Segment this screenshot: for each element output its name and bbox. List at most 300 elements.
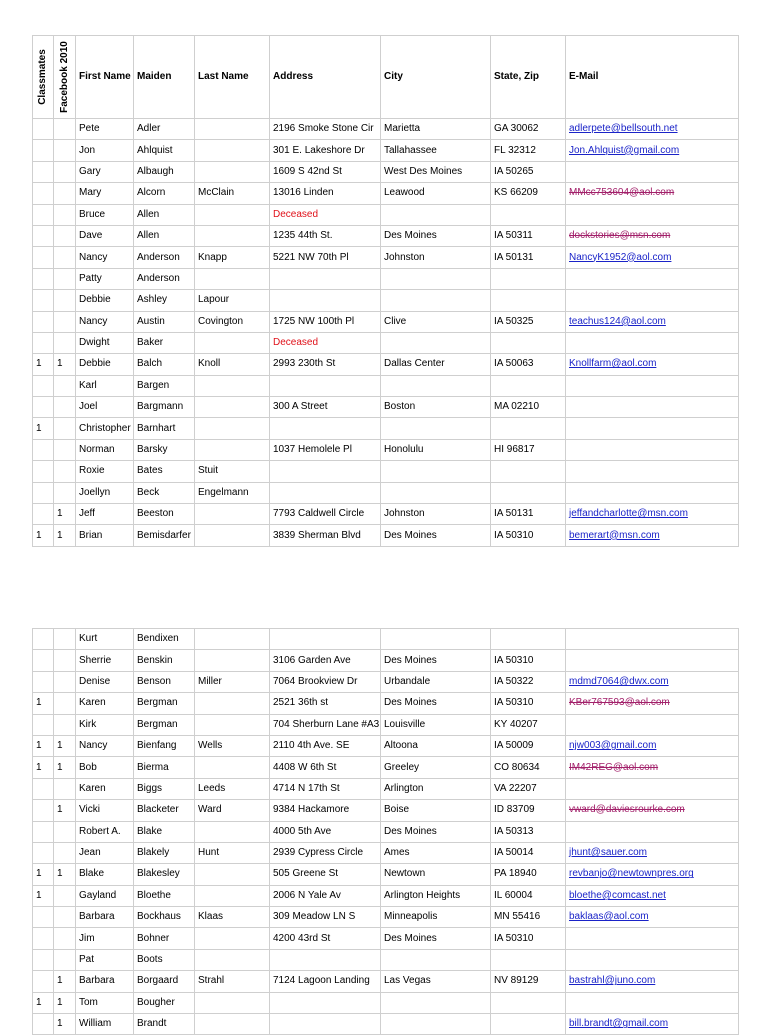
facebook-cell bbox=[54, 907, 76, 928]
state-zip-cell: IA 50311 bbox=[491, 225, 566, 246]
classmates-cell: 1 bbox=[33, 354, 54, 375]
email-cell bbox=[566, 907, 739, 928]
facebook-cell: 1 bbox=[54, 735, 76, 756]
maiden-name-cell: Blake bbox=[134, 821, 195, 842]
maiden-name-cell: Bergman bbox=[134, 693, 195, 714]
facebook-cell bbox=[54, 671, 76, 692]
first-name-cell: William bbox=[76, 1014, 134, 1035]
email-link[interactable]: njw003@gmail.com bbox=[569, 740, 657, 752]
email-link[interactable]: bastrahl@juno.com bbox=[569, 975, 656, 987]
email-cell bbox=[566, 225, 739, 246]
facebook-cell bbox=[54, 842, 76, 863]
facebook-cell bbox=[54, 290, 76, 311]
address-cell: 2939 Cypress Circle bbox=[270, 842, 381, 863]
classmates-cell: 1 bbox=[33, 757, 54, 778]
facebook-cell bbox=[54, 225, 76, 246]
state-zip-cell bbox=[491, 992, 566, 1013]
email-link[interactable]: baklaas@aol.com bbox=[569, 911, 649, 923]
state-zip-cell: KS 66209 bbox=[491, 183, 566, 204]
classmates-cell bbox=[33, 971, 54, 992]
address-cell: 2521 36th st bbox=[270, 693, 381, 714]
state-zip-cell: FL 32312 bbox=[491, 140, 566, 161]
first-name-cell: Mary bbox=[76, 183, 134, 204]
table-row bbox=[33, 161, 739, 182]
city-cell bbox=[381, 332, 491, 353]
last-name-cell bbox=[195, 504, 270, 525]
state-zip-cell: GA 30062 bbox=[491, 119, 566, 140]
roster-table-page-1 bbox=[32, 35, 739, 547]
first-name-cell: Pete bbox=[76, 119, 134, 140]
first-name-cell: Karen bbox=[76, 693, 134, 714]
state-zip-cell bbox=[491, 418, 566, 439]
email-cell bbox=[566, 1014, 739, 1035]
facebook-cell bbox=[54, 311, 76, 332]
table-row bbox=[33, 418, 739, 439]
email-link[interactable]: Jon.Ahlquist@gmail.com bbox=[569, 144, 680, 156]
maiden-name-cell: Benskin bbox=[134, 650, 195, 671]
classmates-cell bbox=[33, 247, 54, 268]
classmates-cell bbox=[33, 204, 54, 225]
facebook-cell bbox=[54, 949, 76, 970]
maiden-name-cell: Bemisdarfer bbox=[134, 525, 195, 546]
classmates-cell bbox=[33, 461, 54, 482]
city-cell bbox=[381, 482, 491, 503]
facebook-cell bbox=[54, 183, 76, 204]
email-cell bbox=[566, 650, 739, 671]
last-name-cell bbox=[195, 525, 270, 546]
email-cell bbox=[566, 629, 739, 650]
email-cell bbox=[566, 693, 739, 714]
classmates-cell bbox=[33, 119, 54, 140]
last-name-cell: McClain bbox=[195, 183, 270, 204]
state-zip-cell: IA 50313 bbox=[491, 821, 566, 842]
email-link[interactable]: jhunt@sauer.com bbox=[569, 847, 647, 859]
email-cell bbox=[566, 183, 739, 204]
table-row bbox=[33, 842, 739, 863]
address-cell: 4200 43rd St bbox=[270, 928, 381, 949]
table-row bbox=[33, 757, 739, 778]
first-name-cell: Jeff bbox=[76, 504, 134, 525]
classmates-cell: 1 bbox=[33, 525, 54, 546]
address-cell: 300 A Street bbox=[270, 397, 381, 418]
table-row bbox=[33, 693, 739, 714]
last-name-cell bbox=[195, 757, 270, 778]
facebook-cell bbox=[54, 332, 76, 353]
email-cell bbox=[566, 161, 739, 182]
maiden-name-cell: Blacketer bbox=[134, 800, 195, 821]
facebook-cell bbox=[54, 418, 76, 439]
facebook-cell bbox=[54, 885, 76, 906]
email-cell bbox=[566, 290, 739, 311]
city-cell: Des Moines bbox=[381, 650, 491, 671]
last-name-cell bbox=[195, 629, 270, 650]
facebook-cell bbox=[54, 397, 76, 418]
email-cell bbox=[566, 375, 739, 396]
last-name-cell bbox=[195, 885, 270, 906]
maiden-name-cell: Adler bbox=[134, 119, 195, 140]
first-name-cell: Karen bbox=[76, 778, 134, 799]
maiden-name-cell: Bockhaus bbox=[134, 907, 195, 928]
classmates-cell bbox=[33, 650, 54, 671]
first-name-cell: Nancy bbox=[76, 735, 134, 756]
classmates-cell bbox=[33, 504, 54, 525]
address-cell: 3839 Sherman Blvd bbox=[270, 525, 381, 546]
email-cell bbox=[566, 735, 739, 756]
facebook-cell bbox=[54, 482, 76, 503]
state-zip-cell: IA 50009 bbox=[491, 735, 566, 756]
table-row bbox=[33, 778, 739, 799]
city-cell: Des Moines bbox=[381, 693, 491, 714]
last-name-cell bbox=[195, 650, 270, 671]
maiden-name-cell: Bloethe bbox=[134, 885, 195, 906]
email-cell bbox=[566, 757, 739, 778]
city-cell bbox=[381, 629, 491, 650]
email-link[interactable]: MMcc753604@aol.com bbox=[569, 187, 675, 199]
city-cell: Clive bbox=[381, 311, 491, 332]
table-row bbox=[33, 821, 739, 842]
last-name-cell bbox=[195, 439, 270, 460]
maiden-name-cell: Beck bbox=[134, 482, 195, 503]
table-row bbox=[33, 525, 739, 546]
email-link[interactable]: mdmd7064@dwx.com bbox=[569, 675, 669, 687]
facebook-cell: 1 bbox=[54, 800, 76, 821]
state-zip-cell bbox=[491, 1014, 566, 1035]
classmates-cell bbox=[33, 928, 54, 949]
last-name-cell bbox=[195, 375, 270, 396]
last-name-cell bbox=[195, 161, 270, 182]
address-cell: Deceased bbox=[270, 204, 381, 225]
email-link[interactable]: Knollfarm@aol.com bbox=[569, 358, 657, 370]
city-cell bbox=[381, 461, 491, 482]
city-cell: Greeley bbox=[381, 757, 491, 778]
state-zip-cell: NV 89129 bbox=[491, 971, 566, 992]
city-cell: Des Moines bbox=[381, 225, 491, 246]
first-name-cell: Nancy bbox=[76, 247, 134, 268]
first-name-cell: Kirk bbox=[76, 714, 134, 735]
city-cell: Ames bbox=[381, 842, 491, 863]
last-name-cell bbox=[195, 928, 270, 949]
classmates-cell: 1 bbox=[33, 992, 54, 1013]
table-row bbox=[33, 183, 739, 204]
city-cell bbox=[381, 418, 491, 439]
last-name-cell: Klaas bbox=[195, 907, 270, 928]
first-name-cell: Bruce bbox=[76, 204, 134, 225]
maiden-name-cell: Benson bbox=[134, 671, 195, 692]
address-cell bbox=[270, 461, 381, 482]
email-link[interactable]: dockstories@msn.com bbox=[569, 230, 671, 242]
email-cell bbox=[566, 204, 739, 225]
email-cell bbox=[566, 864, 739, 885]
first-name-cell: Christopher bbox=[76, 418, 134, 439]
table-row bbox=[33, 864, 739, 885]
address-cell: 3106 Garden Ave bbox=[270, 650, 381, 671]
table-row bbox=[33, 225, 739, 246]
table-row bbox=[33, 375, 739, 396]
state-zip-cell bbox=[491, 332, 566, 353]
classmates-cell: 1 bbox=[33, 864, 54, 885]
address-cell: 1037 Hemolele Pl bbox=[270, 439, 381, 460]
state-zip-cell: IA 50131 bbox=[491, 504, 566, 525]
state-zip-cell bbox=[491, 204, 566, 225]
classmates-cell bbox=[33, 778, 54, 799]
classmates-cell bbox=[33, 821, 54, 842]
email-link[interactable]: adlerpete@bellsouth.net bbox=[569, 123, 678, 135]
last-name-cell: Strahl bbox=[195, 971, 270, 992]
facebook-cell bbox=[54, 461, 76, 482]
header-facebook-2010: Facebook 2010 bbox=[54, 36, 76, 119]
first-name-cell: Roxie bbox=[76, 461, 134, 482]
facebook-cell bbox=[54, 928, 76, 949]
email-cell bbox=[566, 119, 739, 140]
city-cell: Las Vegas bbox=[381, 971, 491, 992]
address-cell: 13016 Linden bbox=[270, 183, 381, 204]
table-row bbox=[33, 735, 739, 756]
maiden-name-cell: Blakely bbox=[134, 842, 195, 863]
first-name-cell: Bob bbox=[76, 757, 134, 778]
address-cell: 1609 S 42nd St bbox=[270, 161, 381, 182]
table-row bbox=[33, 1014, 739, 1035]
maiden-name-cell: Bates bbox=[134, 461, 195, 482]
table-row bbox=[33, 119, 739, 140]
state-zip-cell bbox=[491, 482, 566, 503]
maiden-name-cell: Borgaard bbox=[134, 971, 195, 992]
last-name-cell: Lapour bbox=[195, 290, 270, 311]
address-cell: 5221 NW 70th Pl bbox=[270, 247, 381, 268]
facebook-cell: 1 bbox=[54, 1014, 76, 1035]
city-cell: Urbandale bbox=[381, 671, 491, 692]
first-name-cell: Debbie bbox=[76, 354, 134, 375]
state-zip-cell bbox=[491, 268, 566, 289]
city-cell: West Des Moines bbox=[381, 161, 491, 182]
table-row bbox=[33, 971, 739, 992]
address-cell: 7064 Brookview Dr bbox=[270, 671, 381, 692]
first-name-cell: Tom bbox=[76, 992, 134, 1013]
email-link[interactable]: bloethe@comcast.net bbox=[569, 889, 666, 901]
first-name-cell: Barbara bbox=[76, 971, 134, 992]
first-name-cell: Kurt bbox=[76, 629, 134, 650]
last-name-cell bbox=[195, 204, 270, 225]
last-name-cell: Ward bbox=[195, 800, 270, 821]
address-cell: 7793 Caldwell Circle bbox=[270, 504, 381, 525]
email-cell bbox=[566, 247, 739, 268]
first-name-cell: Dave bbox=[76, 225, 134, 246]
classmates-cell bbox=[33, 949, 54, 970]
last-name-cell bbox=[195, 119, 270, 140]
city-cell: Tallahassee bbox=[381, 140, 491, 161]
facebook-cell: 1 bbox=[54, 757, 76, 778]
city-cell: Newtown bbox=[381, 864, 491, 885]
state-zip-cell: PA 18940 bbox=[491, 864, 566, 885]
header-row bbox=[33, 36, 739, 119]
first-name-cell: Gayland bbox=[76, 885, 134, 906]
header-classmates: Classmates bbox=[33, 36, 54, 119]
table-row bbox=[33, 482, 739, 503]
address-cell: Deceased bbox=[270, 332, 381, 353]
address-cell: 2006 N Yale Av bbox=[270, 885, 381, 906]
maiden-name-cell: Boots bbox=[134, 949, 195, 970]
city-cell bbox=[381, 268, 491, 289]
first-name-cell: Gary bbox=[76, 161, 134, 182]
last-name-cell bbox=[195, 418, 270, 439]
email-cell bbox=[566, 504, 739, 525]
address-cell: 2196 Smoke Stone Cir bbox=[270, 119, 381, 140]
table-row bbox=[33, 397, 739, 418]
last-name-cell bbox=[195, 992, 270, 1013]
classmates-cell bbox=[33, 800, 54, 821]
maiden-name-cell: Barnhart bbox=[134, 418, 195, 439]
first-name-cell: Blake bbox=[76, 864, 134, 885]
classmates-cell bbox=[33, 671, 54, 692]
email-link[interactable]: bill.brandt@gmail.com bbox=[569, 1018, 669, 1030]
table-row bbox=[33, 311, 739, 332]
address-cell: 7124 Lagoon Landing bbox=[270, 971, 381, 992]
email-cell bbox=[566, 928, 739, 949]
maiden-name-cell: Barsky bbox=[134, 439, 195, 460]
table-row bbox=[33, 140, 739, 161]
state-zip-cell: IA 50310 bbox=[491, 928, 566, 949]
last-name-cell: Wells bbox=[195, 735, 270, 756]
state-zip-cell: IA 50063 bbox=[491, 354, 566, 375]
email-cell bbox=[566, 332, 739, 353]
last-name-cell: Knapp bbox=[195, 247, 270, 268]
classmates-cell bbox=[33, 375, 54, 396]
email-link[interactable]: revbanjo@newtownpres.org bbox=[569, 868, 694, 880]
table-row bbox=[33, 268, 739, 289]
first-name-cell: Karl bbox=[76, 375, 134, 396]
email-cell bbox=[566, 992, 739, 1013]
table-row bbox=[33, 629, 739, 650]
state-zip-cell: HI 96817 bbox=[491, 439, 566, 460]
city-cell: Dallas Center bbox=[381, 354, 491, 375]
first-name-cell: Patty bbox=[76, 268, 134, 289]
address-cell: 1235 44th St. bbox=[270, 225, 381, 246]
maiden-name-cell: Bargen bbox=[134, 375, 195, 396]
address-cell: 505 Greene St bbox=[270, 864, 381, 885]
email-cell bbox=[566, 949, 739, 970]
email-cell bbox=[566, 842, 739, 863]
city-cell: Des Moines bbox=[381, 928, 491, 949]
city-cell bbox=[381, 1014, 491, 1035]
first-name-cell: Brian bbox=[76, 525, 134, 546]
last-name-cell: Hunt bbox=[195, 842, 270, 863]
last-name-cell bbox=[195, 332, 270, 353]
first-name-cell: Nancy bbox=[76, 311, 134, 332]
email-link[interactable]: bemerart@msn.com bbox=[569, 529, 660, 541]
maiden-name-cell: Bendixen bbox=[134, 629, 195, 650]
email-cell bbox=[566, 800, 739, 821]
state-zip-cell bbox=[491, 290, 566, 311]
roster-table-page-2 bbox=[32, 628, 739, 1035]
email-cell bbox=[566, 971, 739, 992]
classmates-cell bbox=[33, 332, 54, 353]
state-zip-cell: IA 50325 bbox=[491, 311, 566, 332]
last-name-cell bbox=[195, 140, 270, 161]
facebook-cell bbox=[54, 693, 76, 714]
table-row bbox=[33, 992, 739, 1013]
facebook-cell bbox=[54, 778, 76, 799]
classmates-cell: 1 bbox=[33, 418, 54, 439]
first-name-cell: Robert A. bbox=[76, 821, 134, 842]
email-link[interactable]: jeffandcharlotte@msn.com bbox=[569, 508, 688, 520]
address-cell: 4000 5th Ave bbox=[270, 821, 381, 842]
first-name-cell: Jim bbox=[76, 928, 134, 949]
maiden-name-cell: Biggs bbox=[134, 778, 195, 799]
last-name-cell bbox=[195, 397, 270, 418]
address-cell: 4714 N 17th St bbox=[270, 778, 381, 799]
last-name-cell: Covington bbox=[195, 311, 270, 332]
address-cell: 9384 Hackamore bbox=[270, 800, 381, 821]
city-cell: Johnston bbox=[381, 504, 491, 525]
facebook-cell bbox=[54, 439, 76, 460]
facebook-cell bbox=[54, 375, 76, 396]
table-row bbox=[33, 461, 739, 482]
email-link[interactable]: vward@daviesrourke.com bbox=[569, 804, 685, 816]
city-cell: Arlington bbox=[381, 778, 491, 799]
state-zip-cell: IA 50310 bbox=[491, 693, 566, 714]
last-name-cell bbox=[195, 714, 270, 735]
address-cell: 301 E. Lakeshore Dr bbox=[270, 140, 381, 161]
city-cell: Boston bbox=[381, 397, 491, 418]
last-name-cell bbox=[195, 1014, 270, 1035]
email-link[interactable]: KBer767593@aol.com bbox=[569, 697, 670, 709]
last-name-cell bbox=[195, 268, 270, 289]
email-cell bbox=[566, 885, 739, 906]
table-row bbox=[33, 354, 739, 375]
email-cell bbox=[566, 671, 739, 692]
email-cell bbox=[566, 140, 739, 161]
last-name-cell: Engelmann bbox=[195, 482, 270, 503]
maiden-name-cell: Bougher bbox=[134, 992, 195, 1013]
email-cell bbox=[566, 439, 739, 460]
first-name-cell: Dwight bbox=[76, 332, 134, 353]
first-name-cell: Joel bbox=[76, 397, 134, 418]
table-row bbox=[33, 800, 739, 821]
maiden-name-cell: Beeston bbox=[134, 504, 195, 525]
address-cell bbox=[270, 268, 381, 289]
city-cell bbox=[381, 204, 491, 225]
address-cell bbox=[270, 949, 381, 970]
maiden-name-cell: Brandt bbox=[134, 1014, 195, 1035]
state-zip-cell: MA 02210 bbox=[491, 397, 566, 418]
email-cell bbox=[566, 397, 739, 418]
maiden-name-cell: Allen bbox=[134, 225, 195, 246]
address-cell: 4408 W 6th St bbox=[270, 757, 381, 778]
city-cell: Minneapolis bbox=[381, 907, 491, 928]
email-link[interactable]: NancyK1952@aol.com bbox=[569, 251, 672, 263]
city-cell bbox=[381, 290, 491, 311]
state-zip-cell bbox=[491, 461, 566, 482]
classmates-cell: 1 bbox=[33, 693, 54, 714]
classmates-cell bbox=[33, 482, 54, 503]
address-cell bbox=[270, 375, 381, 396]
classmates-cell bbox=[33, 714, 54, 735]
first-name-cell: Pat bbox=[76, 949, 134, 970]
table-row bbox=[33, 204, 739, 225]
last-name-cell bbox=[195, 949, 270, 970]
table-row bbox=[33, 671, 739, 692]
classmates-cell bbox=[33, 439, 54, 460]
last-name-cell bbox=[195, 225, 270, 246]
address-cell bbox=[270, 290, 381, 311]
last-name-cell: Miller bbox=[195, 671, 270, 692]
email-link[interactable]: IM42REG@aol.com bbox=[569, 761, 659, 773]
state-zip-cell: IA 50310 bbox=[491, 525, 566, 546]
state-zip-cell: CO 80634 bbox=[491, 757, 566, 778]
email-cell bbox=[566, 525, 739, 546]
email-link[interactable]: teachus124@aol.com bbox=[569, 315, 666, 327]
maiden-name-cell: Bienfang bbox=[134, 735, 195, 756]
address-cell bbox=[270, 418, 381, 439]
